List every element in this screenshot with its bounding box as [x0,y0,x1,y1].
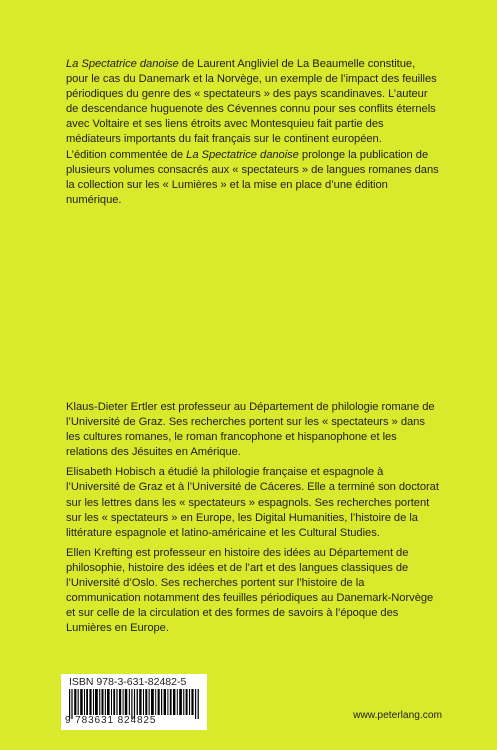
description-text-2b: prolonge la publication de plusieurs volumes consacrés aux « spectateurs » de langues romanes dans la collection sur les « Lumières » et la mise en place d’une édition numérique. [66,148,439,206]
author-bio [66,546,440,637]
author-bio-text: est professeur au Département de philologie romane de l’Université de Graz. Ses recherches portent sur les « spectateurs » dans les cultures romanes, le roman francophone et hispanophone et les relations des Jésuites en Amérique. [66,401,435,459]
author-name: Klaus-Dieter Ertler [66,401,158,413]
description-text-2a: L’édition commentée de [66,148,187,161]
author-name: Ellen Krefting [66,546,133,559]
author-bio [66,465,440,540]
author-name: Elisabeth Hobisch [66,466,156,479]
book-description [66,57,440,208]
description-paragraph-1 [66,57,440,148]
publisher-website: www.peterlang.com [353,710,442,721]
isbn-barcode [61,674,207,730]
author-bio-text: a étudié la philologie française et espagnole à l’Université de Graz et à l’Université de Cáceres. Elle a terminé son doctorat sur les lettres dans les « spectateurs » espagnols. Ses recherches portent sur les « spectateurs » en Europe, les Digital Humanities, l’histoire de la littérature espagnole et latino-américaine et les Cultural Studies. [66,466,439,539]
book-title-ref: La Spectatrice danoise [186,148,299,161]
description-paragraph-2 [66,148,440,208]
author-bio [66,400,440,460]
author-bio-text: est professeur en histoire des idées au Département de philosophie, histoire des idées et de l’art et des langues classiques de l’Université d’Oslo. Ses recherches portent sur l’histoire de la communication notamment des feuilles périodiques au Danemark-Norvège et sur celle de la circulation et des formes de savoirs à l’époque des Lumières en Europe. [66,546,434,635]
barcode-digits: 9 783631 824825 [65,715,157,726]
isbn-label: ISBN 978-3-631-82482-5 [69,676,187,688]
book-title: La Spectatrice danoise [66,58,179,70]
author-bios [66,400,440,641]
description-text-1: de Laurent Angliviel de La Beaumelle constitue, pour le cas du Danemark et la Norvège, un exemple de l’impact des feuilles périodiques du genre des « spectateurs » des pays scandinaves. L’auteur de descendance huguenote des Cévennes connu pour ses conflits éternels avec Voltaire et ses liens étroits avec Montesquieu fait partie des médiateurs importants du fait français sur le continent européen. [66,58,437,146]
